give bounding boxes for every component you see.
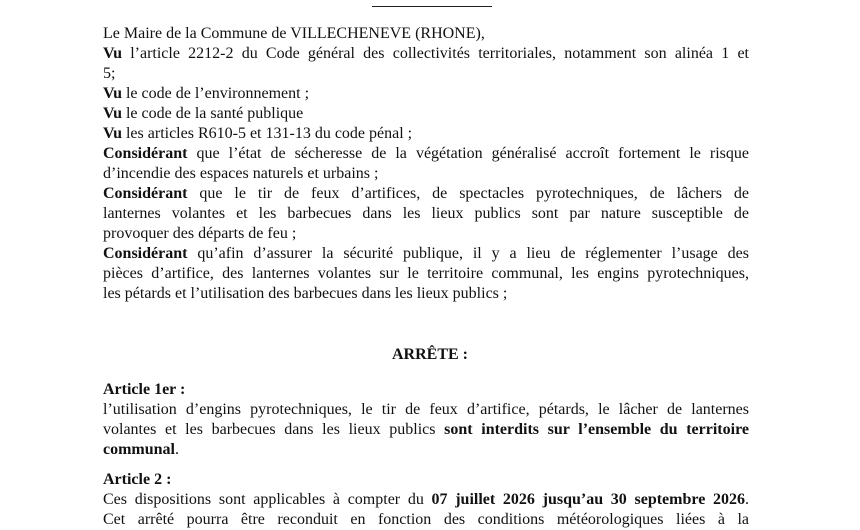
visa-text: le code de l’environnement ; [121,85,310,102]
mayor-line: Le Maire de la Commune de VILLECHENEVE (RHONE), [103,25,485,42]
visa-text: l’article 2212-2 du Code général des collectivités territoriales, notamment son alinéa 1 et [121,45,749,62]
article-1-line [103,440,749,460]
visa-text: les articles R610-5 et 131-13 du code pénal ; [121,125,413,142]
visa-keyword: Vu [103,105,122,122]
article-2-text: . [745,491,750,508]
article-2-text: Ces dispositions sont applicables à compter du [103,491,432,508]
article-2-title: Article 2 : [103,471,172,488]
visa-keyword: Vu [103,45,122,62]
article-1-text: . [175,441,179,458]
header-underline [372,6,492,7]
considerant-keyword: Considérant [103,185,188,202]
considerant-line [103,144,749,164]
article-1-emphasis: sont interdits sur l’ensemble du territoire [444,421,749,438]
article-1-line [103,420,749,440]
considerant-line: pièces d’artifice, des lanternes volantes sur le territoire communal, les engins pyrotechniques, [103,265,749,282]
visa-text: le code de la santé publique [121,105,304,122]
article-2-dates: 07 juillet 2026 jusqu’au 30 septembre 2026 [431,491,746,508]
article-2 [103,470,749,530]
article-1 [103,380,749,460]
visa-line [103,124,749,144]
article-1-title: Article 1er : [103,381,186,398]
visa-line [103,84,749,104]
considerant-keyword: Considérant [103,145,188,162]
preamble [103,24,749,304]
considerant-line: d’incendie des espaces naturels et urbains ; [103,165,379,182]
visa-line [103,44,749,64]
article-1-line: l’utilisation d’engins pyrotechniques, le tir de feux d’artifice, pétards, le lâcher de lanternes [103,401,749,418]
considerant-text: que l’état de sécheresse de la végétation généralisé accroît fortement le risque [187,145,749,162]
article-2-line [103,490,749,510]
visa-line [103,104,749,124]
article-2-line: Cet arrêté pourra être reconduit en fonction des conditions météorologiques liées à la [103,511,749,528]
arrete-heading: ARRÊTE : [391,346,468,363]
considerant-line [103,184,749,204]
visa-keyword: Vu [103,125,122,142]
visa-line-continued: 5; [103,65,116,82]
considerant-line: provoquer des départs de feu ; [103,225,297,242]
article-1-text: volantes et les barbecues dans les lieux publics [103,421,445,438]
considerant-keyword: Considérant [103,245,188,262]
visa-keyword: Vu [103,85,122,102]
considerant-line: les pétards et l’utilisation des barbecues dans les lieux publics ; [103,285,508,302]
considerant-line [103,244,749,264]
considerant-text: qu’afin d’assurer la sécurité publique, il y a lieu de réglementer l’usage des [187,245,749,262]
article-1-emphasis: communal [103,441,175,458]
considerant-line: lanternes volantes et les barbecues dans les lieux publics sont par nature susceptible de [103,205,749,222]
considerant-text: que le tir de feux d’artifices, de spectacles pyrotechniques, de lâchers de [187,185,749,202]
